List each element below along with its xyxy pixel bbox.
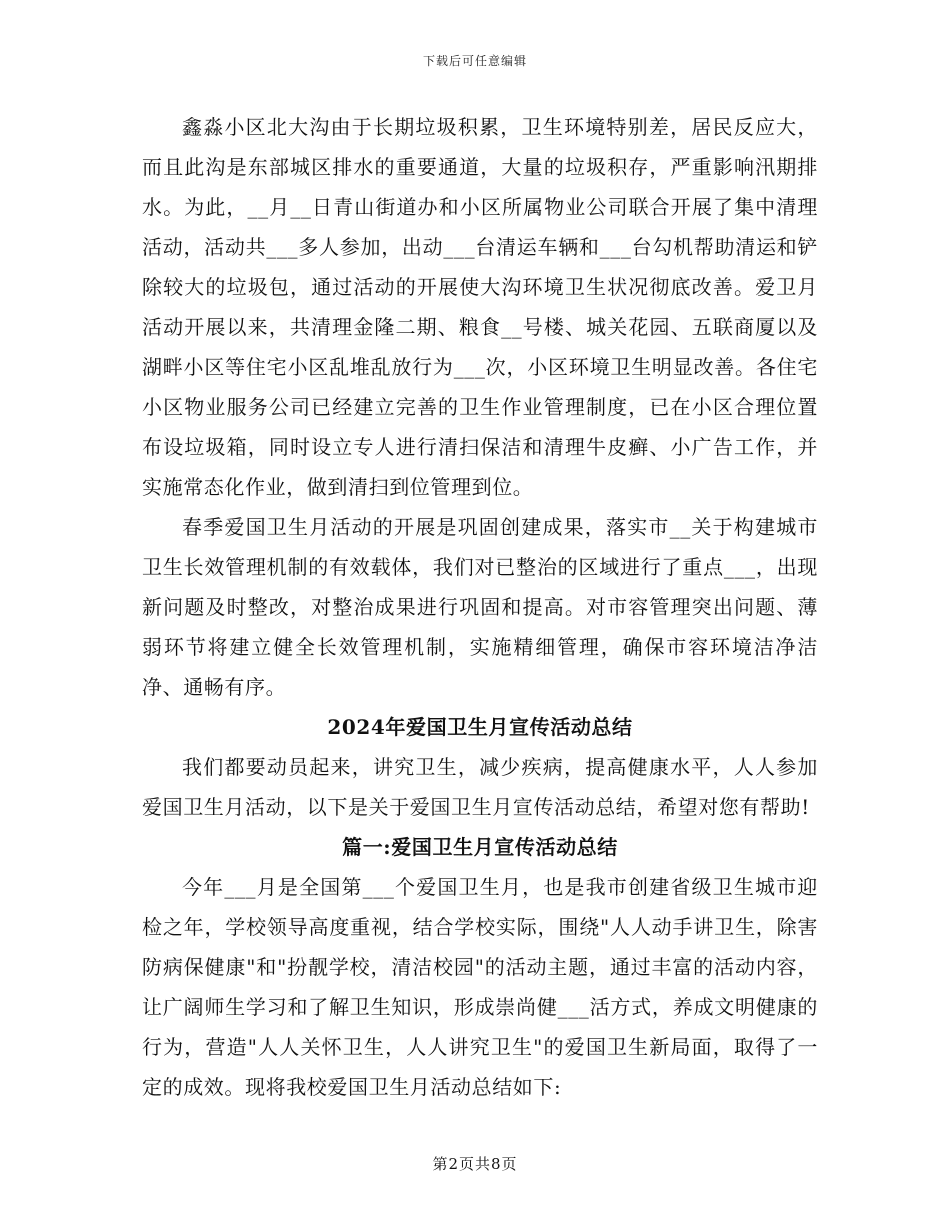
document-body: [142, 107, 818, 1107]
paragraph-intro: 我们都要动员起来，讲究卫生，减少疾病，提高健康水平，人人参加爱国卫生月活动，以下是关于爱国卫生月宣传活动总结，希望对您有帮助!: [142, 755, 818, 819]
paragraph-long-term-mechanism: 春季爱国卫生月活动的开展是巩固创建成果，落实市__关于构建城市卫生长效管理机制的有效载体，我们对已整治的区域进行了重点___，出现新问题及时整改，对整治成果进行巩固和提高。对市容管理突出问题、薄弱环节将建立健全长效管理机制，实施精细管理，确保市容环境洁净洁净、通畅有序。: [142, 515, 818, 699]
section-title: 2024年爱国卫生月宣传活动总结: [327, 715, 633, 739]
paragraph-sanitation-cleanup: 鑫淼小区北大沟由于长期垃圾积累，卫生环境特别差，居民反应大，而且此沟是东部城区排水的重要通道，大量的垃圾积存，严重影响汛期排水。为此，__月__日青山街道办和小区所属物业公司联合开展了集中清理活动，活动共___多人参加，出动___台清运车辆和___台勾机帮助清运和铲除较大的垃圾包，通过活动的开展使大沟环境卫生状况彻底改善。爱卫月活动开展以来，共清理金隆二期、粮食__号楼、城关花园、五联商厦以及湖畔小区等住宅小区乱堆乱放行为___次，小区环境卫生明显改善。各住宅小区物业服务公司已经建立完善的卫生作业管理制度，已在小区合理位置布设垃圾箱，同时设立专人进行清扫保洁和清理牛皮癣、小广告工作，并实施常态化作业，做到清扫到位管理到位。: [142, 115, 818, 499]
page-number: 第2页共8页: [432, 1155, 518, 1173]
chapter-title: 篇一:爱国卫生月宣传活动总结: [342, 835, 618, 859]
header-note: 下载后可任意编辑: [422, 54, 527, 68]
paragraph-chapter-one: 今年___月是全国第___个爱国卫生月，也是我市创建省级卫生城市迎检之年，学校领导高度重视，结合学校实际，围绕"人人动手讲卫生，除害防病保健康"和"扮靓学校，清洁校园"的活动主题，通过丰富的活动内容，让广阔师生学习和了解卫生知识，形成崇尚健___活方式，养成文明健康的行为，营造"人人关怀卫生，人人讲究卫生"的爱国卫生新局面，取得了一定的成效。现将我校爱国卫生月活动总结如下:: [142, 875, 818, 1099]
